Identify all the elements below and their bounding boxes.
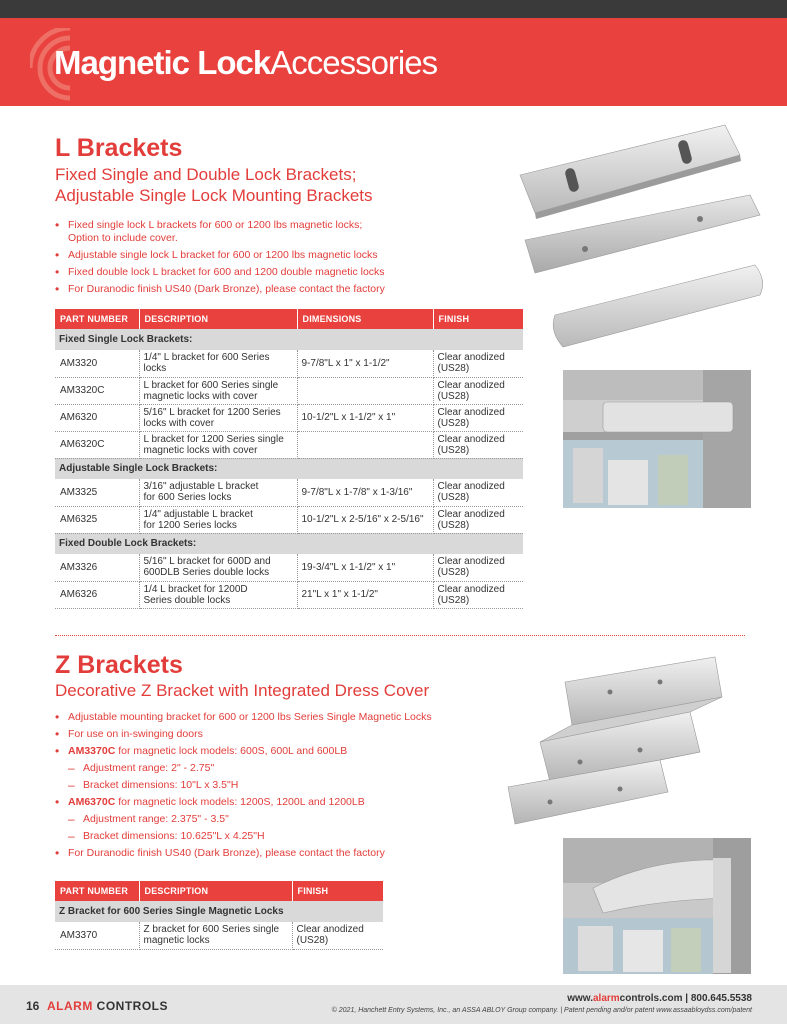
table-row: AM6320 5/16" L bracket for 1200 Series locks with cover 10-1/2"L x 1-1/2" x 1" Clear anodized (US28) (55, 404, 523, 431)
column-header: DIMENSIONS (297, 309, 433, 329)
l-brackets-title: L Brackets (55, 134, 183, 162)
page-number: 16 (26, 999, 40, 1013)
column-header: FINISH (292, 881, 383, 901)
z-brackets-bullets (55, 711, 432, 864)
column-header: FINISH (433, 309, 523, 329)
table-row: AM3320C L bracket for 600 Series single magnetic locks with cover Clear anodized (US28) (55, 377, 523, 404)
list-item: – Bracket dimensions: 10"L x 3.5"H (55, 779, 432, 792)
column-header: DESCRIPTION (139, 309, 297, 329)
list-item: – Adjustment range: 2" - 2.75" (55, 762, 432, 775)
list-item: • Adjustable single lock L bracket for 600 or 1200 lbs magnetic locks (55, 249, 385, 262)
list-item: • AM3370C for magnetic lock models: 600S, 600L and 600LB (55, 745, 432, 758)
list-item: • AM6370C for magnetic lock models: 1200S, 1200L and 1200LB (55, 796, 432, 809)
list-item: – Adjustment range: 2.375" - 3.5" (55, 813, 432, 826)
table-row: AM3325 3/16" adjustable L bracket for 600 Series locks 9-7/8"L x 1-7/8" x 1-3/16" Clear anodized (US28) (55, 479, 523, 506)
z-brackets-table (55, 881, 383, 950)
z-brackets-title: Z Brackets (55, 651, 183, 679)
list-item: • Adjustable mounting bracket for 600 or 1200 lbs Series Single Magnetic Locks (55, 711, 432, 724)
footer-brand: ALARM CONTROLS (47, 999, 168, 1013)
list-item: – Bracket dimensions: 10.625"L x 4.25"H (55, 830, 432, 843)
page-header (0, 18, 787, 106)
l-brackets-bullets (55, 219, 385, 300)
table-row: AM3326 5/16" L bracket for 600D and 600DLB Series double locks 19-3/4"L x 1-1/2" x 1" Clear anodized (US28) (55, 554, 523, 581)
column-header: DESCRIPTION (139, 881, 292, 901)
l-bracket-product-image (515, 115, 775, 355)
section-divider (55, 635, 745, 636)
z-brackets-subtitle: Decorative Z Bracket with Integrated Dress Cover (55, 681, 430, 700)
l-brackets-subtitle: Fixed Single and Double Lock Brackets; Adjustable Single Lock Mounting Brackets (55, 165, 373, 205)
table-row: AM3320 1/4" L bracket for 600 Series locks 9-7/8"L x 1" x 1-1/2" Clear anodized (US28) (55, 350, 523, 377)
footer-website[interactable]: www.alarmcontrols.com | 800.645.5538 (567, 993, 752, 1004)
list-item: • For Duranodic finish US40 (Dark Bronze), please contact the factory (55, 283, 385, 296)
list-item: • Fixed single lock L brackets for 600 or 1200 lbs magnetic locks; Option to include cover. (55, 219, 385, 245)
table-group-row: Fixed Single Lock Brackets: (55, 329, 523, 350)
top-dark-bar (0, 0, 787, 18)
l-bracket-installed-photo (563, 370, 751, 508)
z-bracket-product-image (500, 652, 730, 832)
list-item: • Fixed double lock L bracket for 600 and 1200 double magnetic locks (55, 266, 385, 279)
footer-copyright: © 2021, Hanchett Entry Systems, Inc., an ASSA ABLOY Group company. | Patent pending and/or patent www.assaabloydss.com/patent (331, 1007, 752, 1014)
table-group-row: Adjustable Single Lock Brackets: (55, 458, 523, 479)
page-footer (0, 985, 787, 1024)
table-group-row: Fixed Double Lock Brackets: (55, 533, 523, 554)
page-title: Magnetic LockAccessories (54, 44, 438, 81)
list-item: • For use on in-swinging doors (55, 728, 432, 741)
table-row: AM6320C L bracket for 1200 Series single magnetic locks with cover Clear anodized (US28) (55, 431, 523, 458)
column-header: PART NUMBER (55, 309, 139, 329)
table-row: AM3370 Z bracket for 600 Series single magnetic locks Clear anodized (US28) (55, 922, 383, 949)
table-row: AM6325 1/4" adjustable L bracket for 1200 Series locks 10-1/2"L x 2-5/16" x 2-5/16" Clear anodized (US28) (55, 506, 523, 533)
z-bracket-installed-photo (563, 838, 751, 974)
column-header: PART NUMBER (55, 881, 139, 901)
table-group-row: Z Bracket for 600 Series Single Magnetic Locks (55, 901, 383, 922)
l-brackets-table (55, 309, 523, 609)
list-item: • For Duranodic finish US40 (Dark Bronze), please contact the factory (55, 847, 432, 860)
table-row: AM6326 1/4 L bracket for 1200D Series double locks 21"L x 1" x 1-1/2" Clear anodized (US28) (55, 581, 523, 608)
